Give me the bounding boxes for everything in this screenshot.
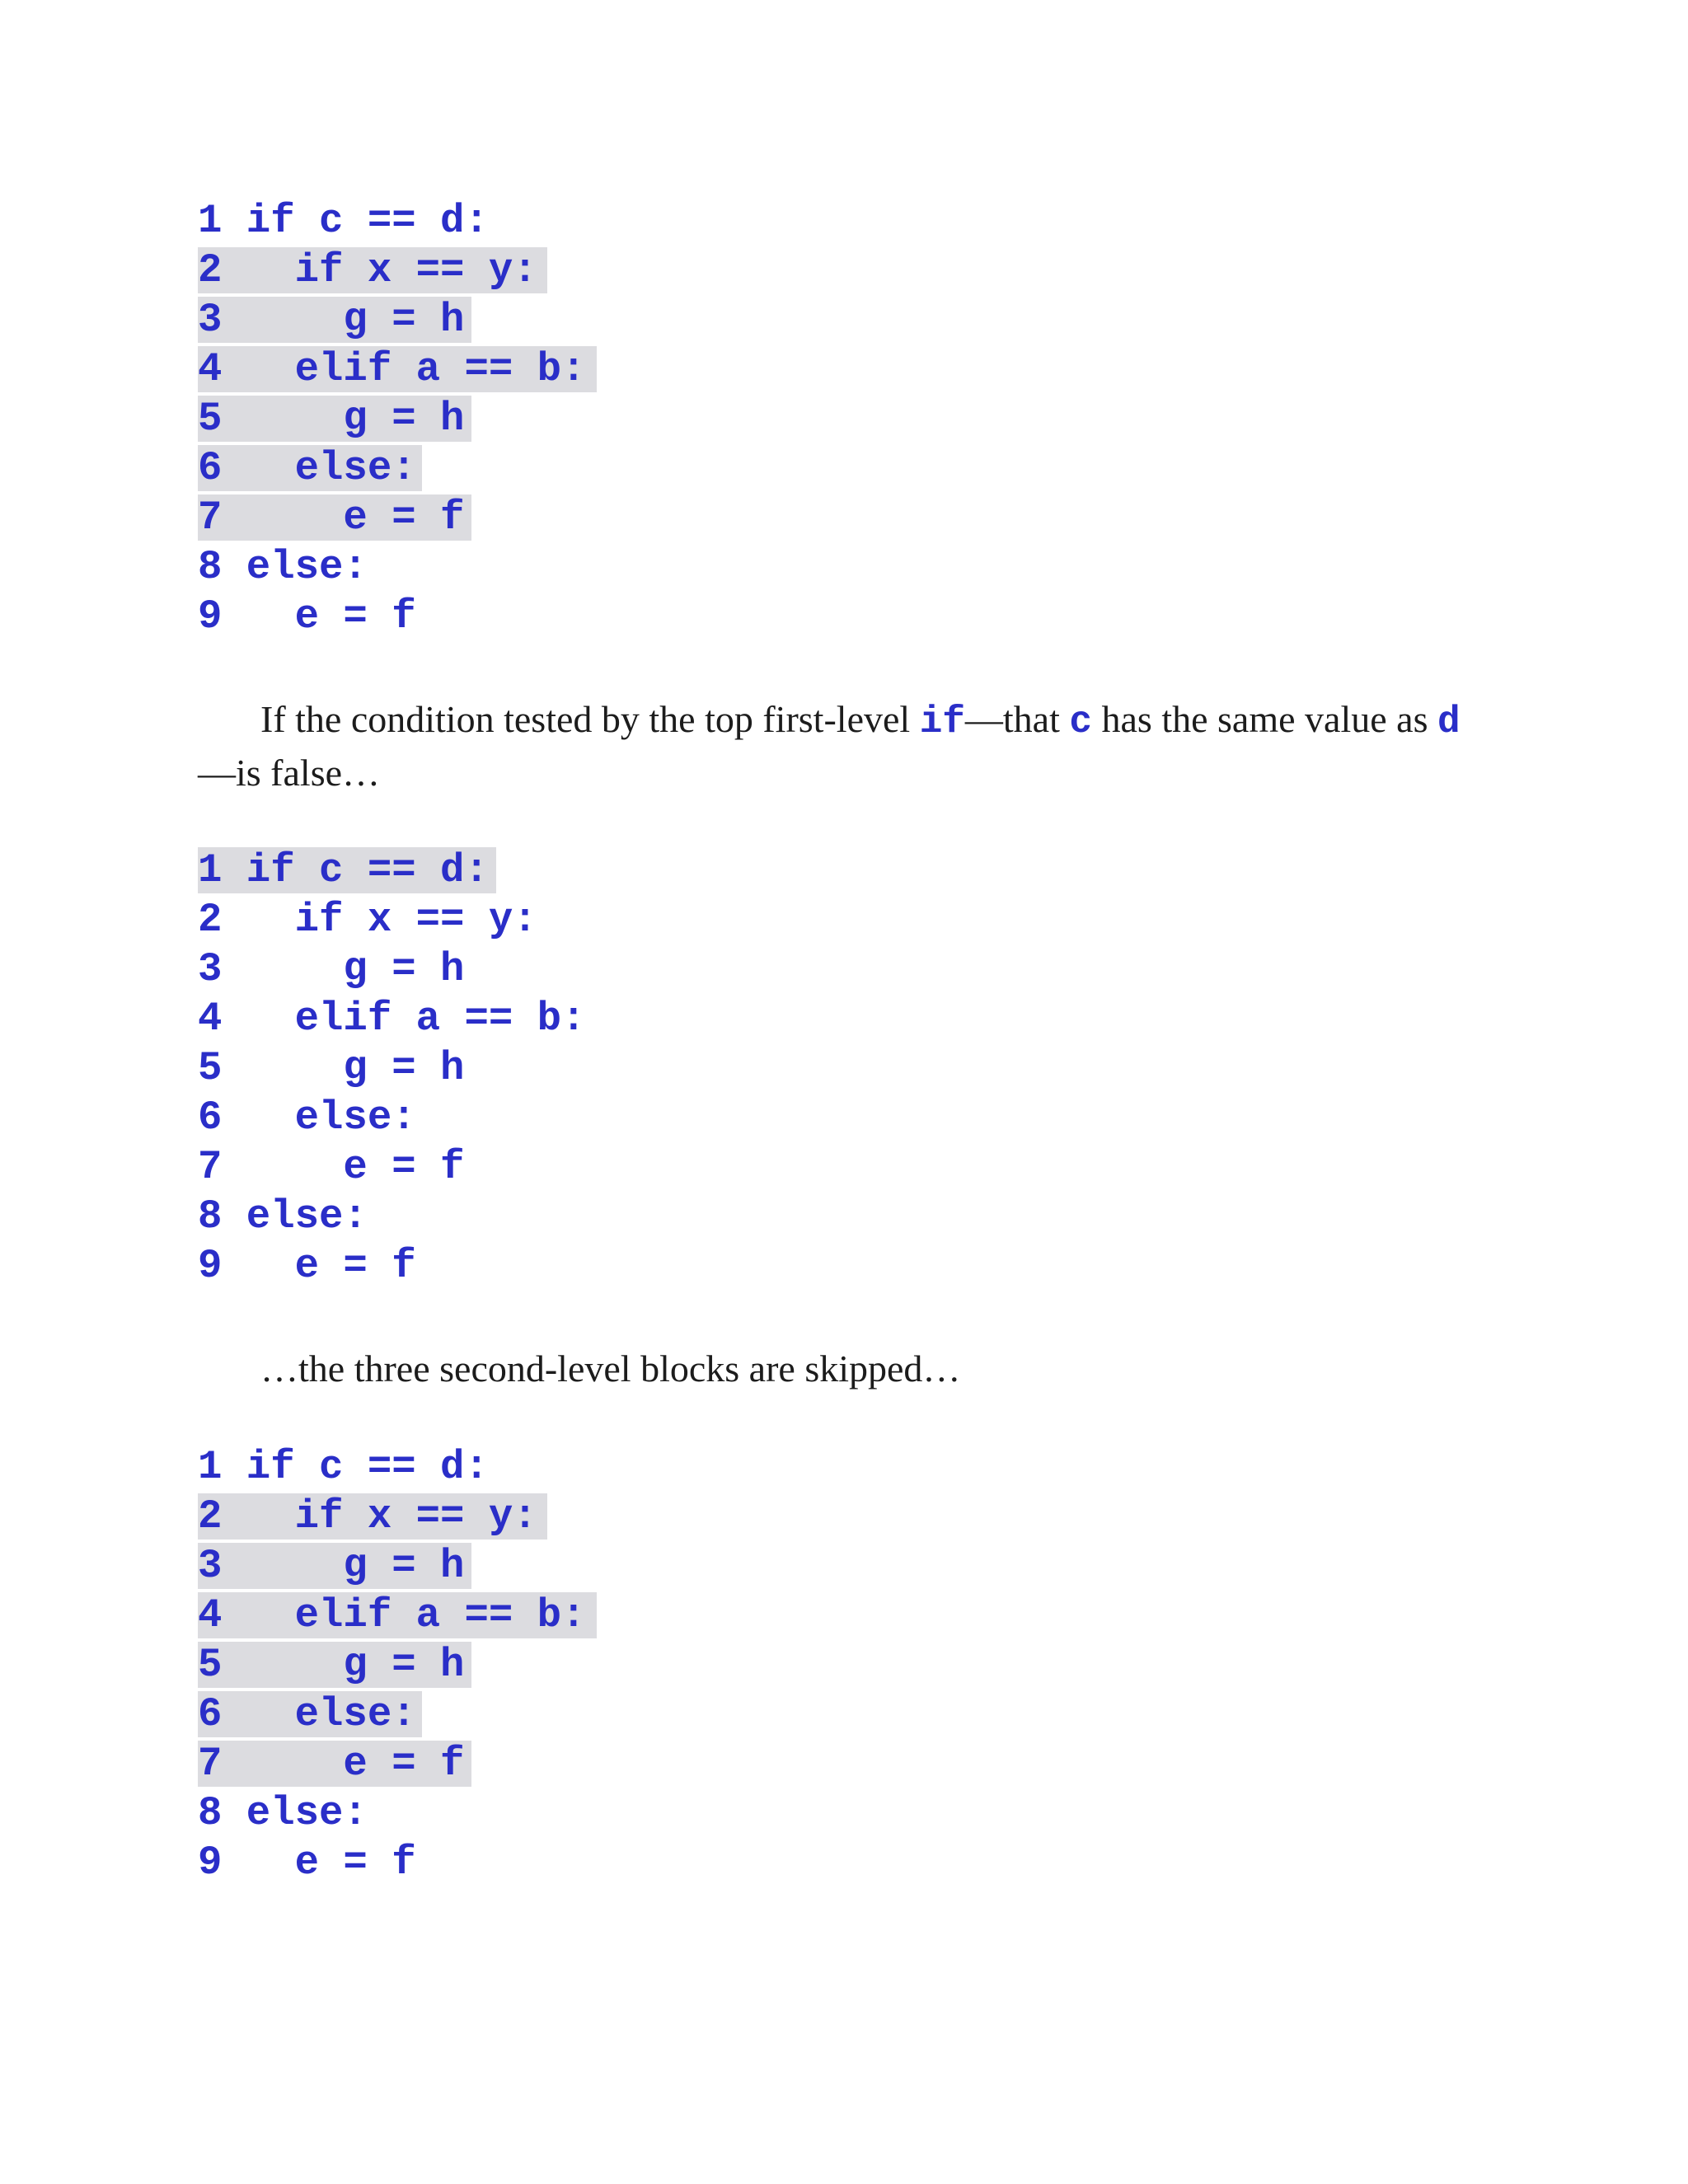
code-text: elif a == b: [222,996,586,1042]
prose-text: has the same value as [1092,698,1437,740]
line-number: 6 [198,1094,223,1141]
code-text: elif a == b: [222,1592,586,1638]
line-number: 4 [198,996,223,1042]
code-text: e = f [222,1840,416,1886]
code-block-2 [198,846,585,1291]
inline-code-c: c [1069,701,1092,743]
line-number: 9 [198,593,223,640]
line-number: 4 [198,346,223,392]
code-line-2 [198,1492,585,1541]
code-text: if c == d: [222,198,489,244]
code-line-5 [198,394,585,443]
line-number: 1 [198,847,223,893]
line-number: 9 [198,1243,223,1289]
code-line-6 [198,443,585,493]
code-text: g = h [222,1045,465,1091]
line-number: 8 [198,1193,223,1240]
code-line-4 [198,1591,585,1640]
line-number: 3 [198,297,223,343]
code-text: else: [222,544,368,590]
line-number: 6 [198,1691,223,1737]
code-text: e = f [222,494,465,541]
code-line-3 [198,295,585,344]
code-line-7 [198,493,585,542]
code-line-8 [198,1788,585,1838]
prose-text: —is false… [198,752,381,794]
code-line-7 [198,1739,585,1788]
line-number: 2 [198,897,223,943]
code-block-1 [198,196,585,641]
code-block-3 [198,1442,585,1887]
code-line-9 [198,592,585,641]
prose-text: …the three second-level blocks are skipped… [260,1347,961,1390]
line-number: 7 [198,1144,223,1190]
code-text: e = f [222,593,416,640]
code-line-1 [198,1442,585,1492]
code-text: else: [222,1691,416,1737]
code-line-4 [198,344,585,394]
code-line-1 [198,846,585,895]
paragraph-blocks-skipped [198,1343,1492,1394]
code-text: e = f [222,1243,416,1289]
code-line-2 [198,895,585,944]
code-line-3 [198,944,585,994]
line-number: 9 [198,1840,223,1886]
line-number: 1 [198,198,223,244]
line-number: 5 [198,1045,223,1091]
code-text: g = h [222,297,465,343]
line-number: 7 [198,494,223,541]
code-text: g = h [222,396,465,442]
code-text: else: [222,1790,368,1836]
code-text: if c == d: [222,847,489,893]
code-text: if x == y: [222,247,537,293]
inline-code-if: if [919,701,965,743]
code-text: else: [222,1193,368,1240]
line-number: 6 [198,445,223,491]
code-line-8 [198,542,585,592]
code-line-6 [198,1690,585,1739]
code-line-9 [198,1838,585,1887]
code-text: else: [222,445,416,491]
line-number: 8 [198,544,223,590]
paragraph-condition-false [198,694,1492,799]
code-line-1 [198,196,585,246]
code-text: g = h [222,1543,465,1589]
prose-text: If the condition tested by the top first-level [260,698,920,740]
code-text: if x == y: [222,1493,537,1540]
code-text: if x == y: [222,897,537,943]
code-line-8 [198,1192,585,1241]
line-number: 5 [198,1642,223,1688]
line-number: 5 [198,396,223,442]
code-text: else: [222,1094,416,1141]
code-line-2 [198,246,585,295]
code-text: g = h [222,1642,465,1688]
code-text: elif a == b: [222,346,586,392]
code-text: e = f [222,1144,465,1190]
code-line-5 [198,1640,585,1690]
code-line-9 [198,1241,585,1291]
line-number: 8 [198,1790,223,1836]
code-line-4 [198,994,585,1043]
line-number: 2 [198,1493,223,1540]
code-text: g = h [222,946,465,992]
code-line-6 [198,1093,585,1142]
inline-code-d: d [1437,701,1461,743]
code-line-7 [198,1142,585,1192]
line-number: 7 [198,1741,223,1787]
code-text: e = f [222,1741,465,1787]
prose-text: —that [964,698,1070,740]
code-text: if c == d: [222,1444,489,1490]
code-line-3 [198,1541,585,1591]
code-line-5 [198,1043,585,1093]
line-number: 1 [198,1444,223,1490]
line-number: 3 [198,1543,223,1589]
line-number: 4 [198,1592,223,1638]
line-number: 3 [198,946,223,992]
line-number: 2 [198,247,223,293]
